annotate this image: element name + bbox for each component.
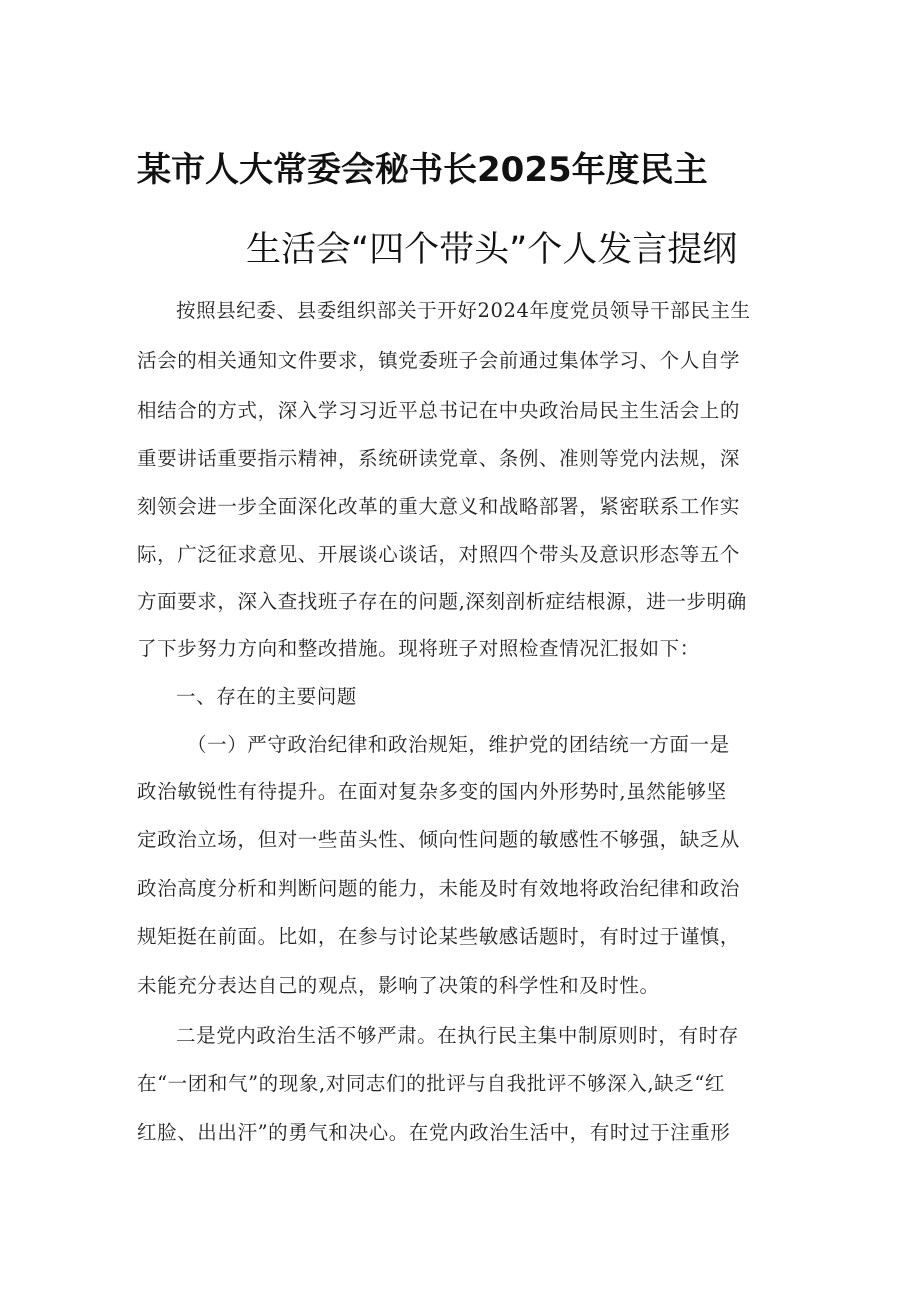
paragraph-line: 活会的相关通知文件要求，镇党委班子会前通过集体学习、个人自学 [137, 349, 741, 372]
section-heading: 一、存在的主要问题 [176, 685, 357, 708]
paragraph-line: 刻领会进一步全面深化改革的重大意义和战略部署，紧密联系工作实 [137, 495, 741, 518]
paragraph-line: （一）严守政治纪律和政治规矩，维护党的团结统一方面一是 [187, 733, 730, 756]
paragraph-line: 红脸、出出汗”的勇气和决心。在党内政治生活中，有时过于注重形 [137, 1121, 731, 1144]
document-title-line-2: 生活会“四个带头”个人发言提纲 [246, 230, 738, 270]
paragraph-line: 定政治立场，但对一些苗头性、倾向性问题的敏感性不够强，缺乏从 [137, 828, 741, 851]
paragraph-line: 在“一团和气”的现象,对同志们的批评与自我批评不够深入,缺乏“红 [137, 1072, 726, 1095]
paragraph-line: 政治高度分析和判断问题的能力，未能及时有效地将政治纪律和政治 [137, 877, 741, 900]
paragraph-line: 按照县纪委、县委组织部关于开好2024年度党员领导干部民主生 [176, 299, 751, 322]
paragraph-line: 方面要求，深入查找班子存在的问题,深刻剖析症结根源，进一步明确 [137, 590, 747, 613]
paragraph-line: 规矩挺在前面。比如，在参与讨论某些敏感话题时，有时过于谨慎， [137, 925, 741, 948]
paragraph-line: 未能充分表达自己的观点，影响了决策的科学性和及时性。 [137, 974, 660, 997]
paragraph-line: 了下步努力方向和整改措施。现将班子对照检查情况汇报如下： [137, 637, 700, 660]
paragraph-line: 相结合的方式，深入学习习近平总书记在中央政治局民主生活会上的 [137, 399, 741, 422]
paragraph-line: 二是党内政治生活不够严肃。在执行民主集中制原则时，有时存 [176, 1024, 739, 1047]
paragraph-line: 重要讲话重要指示精神，系统研读党章、条例、准则等党内法规，深 [137, 447, 741, 470]
paragraph-line: 政治敏锐性有待提升。在面对复杂多变的国内外形势时,虽然能够坚 [137, 780, 727, 803]
paragraph-line: 际，广泛征求意见、开展谈心谈话，对照四个带头及意识形态等五个 [137, 543, 741, 566]
document-title-line-1: 某市人大常委会秘书长2025年度民主 [137, 150, 708, 190]
